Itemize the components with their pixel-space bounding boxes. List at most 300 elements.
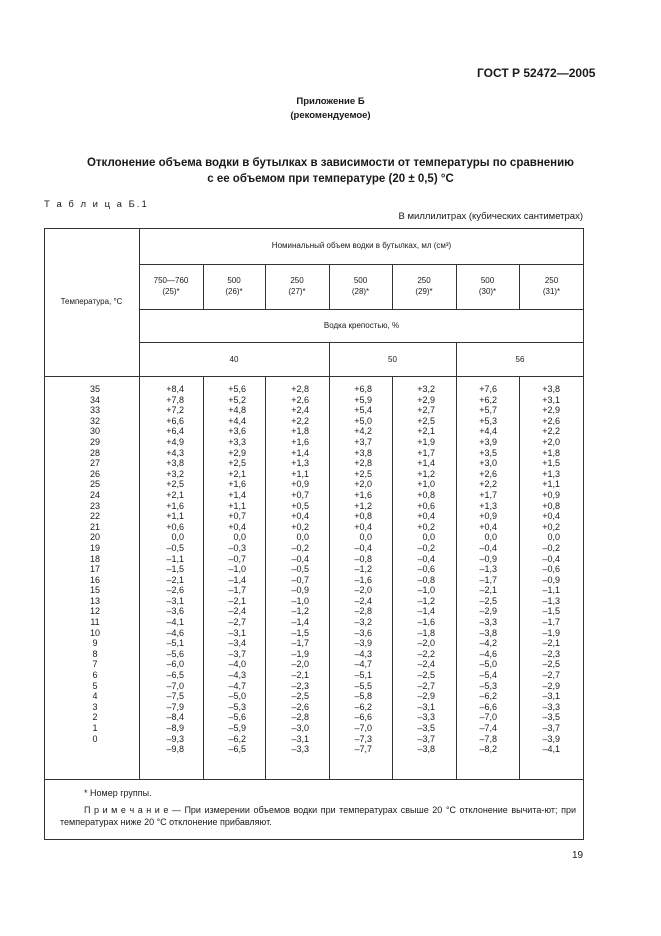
deviation-cell: –9,3 bbox=[166, 733, 184, 744]
deviation-cell: +2,6 bbox=[542, 415, 560, 426]
deviation-cell: +0,4 bbox=[291, 511, 309, 522]
deviation-cell: –2,8 bbox=[354, 606, 372, 617]
deviation-cell: –3,9 bbox=[354, 638, 372, 649]
deviation-cell: –2,5 bbox=[542, 659, 560, 670]
deviation-cell: –2,2 bbox=[417, 648, 435, 659]
deviation-cell: –7,7 bbox=[354, 744, 372, 755]
table-note: П р и м е ч а н и е — При измерении объемов водки при температурах свыше 20 °С отклонение вычита-ют; при температурах ниже 20 °С отклонение прибавляют. bbox=[60, 805, 576, 827]
deviation-cell: –7,0 bbox=[479, 712, 497, 723]
deviation-cell: –2,7 bbox=[542, 670, 560, 681]
deviation-cell: +4,9 bbox=[166, 436, 184, 447]
deviation-cell: –4,7 bbox=[354, 659, 372, 670]
volume-value: 250 bbox=[544, 276, 559, 285]
deviation-cell: –1,2 bbox=[354, 564, 372, 575]
deviation-cell: –2,9 bbox=[479, 606, 497, 617]
deviation-cell: +1,3 bbox=[542, 468, 560, 479]
deviation-cell: –3,3 bbox=[542, 701, 560, 712]
deviation-cell: +4,4 bbox=[479, 426, 497, 437]
deviation-cell: +1,6 bbox=[166, 500, 184, 511]
deviation-cell: –2,5 bbox=[291, 691, 309, 702]
temperature-cell: 33 bbox=[89, 405, 100, 416]
volume-cell-7 bbox=[519, 275, 584, 297]
volume-value: 750—760 bbox=[153, 276, 189, 285]
deviation-cell: –3,1 bbox=[291, 733, 309, 744]
deviation-cell: –3,1 bbox=[166, 595, 184, 606]
temperature-cell: 17 bbox=[89, 564, 100, 575]
deviation-cell: –2,0 bbox=[354, 585, 372, 596]
page-number: 19 bbox=[572, 850, 584, 861]
deviation-cell: –3,8 bbox=[479, 627, 497, 638]
temperature-cell: 24 bbox=[89, 489, 100, 500]
deviation-cell: +3,8 bbox=[166, 458, 184, 469]
deviation-cell: –3,5 bbox=[417, 723, 435, 733]
deviation-cell: –3,5 bbox=[542, 712, 560, 723]
deviation-cell: +5,2 bbox=[228, 394, 246, 405]
deviation-cell: –4,6 bbox=[479, 648, 497, 659]
deviation-cell: 0,0 bbox=[422, 532, 435, 543]
deviation-cell: +2,5 bbox=[228, 458, 246, 469]
deviation-cell: –1,0 bbox=[291, 595, 309, 606]
volume-cell-2 bbox=[203, 275, 265, 297]
deviation-cell: –5,9 bbox=[228, 723, 246, 733]
group-number: (27)* bbox=[288, 287, 306, 296]
strength-50: 50 bbox=[388, 355, 397, 364]
deviation-cell: –0,7 bbox=[291, 574, 309, 585]
deviation-cell: +0,6 bbox=[417, 500, 435, 511]
deviation-cell: –7,4 bbox=[479, 723, 497, 733]
deviation-cell: 0,0 bbox=[233, 532, 246, 543]
deviation-cell: –1,4 bbox=[417, 606, 435, 617]
strength-56: 56 bbox=[515, 355, 525, 364]
deviation-cell: +5,0 bbox=[354, 415, 372, 426]
deviation-cell: +2,9 bbox=[228, 447, 246, 458]
deviation-cell: –4,6 bbox=[166, 627, 184, 638]
deviation-cell: –5,6 bbox=[166, 648, 184, 659]
deviation-cell: +2,5 bbox=[417, 415, 435, 426]
deviation-cell: +0,6 bbox=[166, 521, 184, 532]
deviation-cell: +0,2 bbox=[417, 521, 435, 532]
deviation-cell: +0,7 bbox=[228, 511, 246, 522]
deviation-cell: +1,3 bbox=[479, 500, 497, 511]
deviation-cell: +2,1 bbox=[417, 426, 435, 437]
deviation-cell: +2,1 bbox=[166, 489, 184, 500]
deviation-cell: –6,2 bbox=[354, 701, 372, 712]
standard-number: ГОСТ Р 52472—2005 bbox=[477, 66, 596, 80]
deviation-cell: +0,4 bbox=[542, 511, 560, 522]
deviation-cell: +5,6 bbox=[228, 384, 246, 394]
deviation-cell: –5,0 bbox=[479, 659, 497, 670]
deviation-cell: +1,4 bbox=[228, 489, 246, 500]
deviation-cell: –3,9 bbox=[542, 733, 560, 744]
temperature-cell: 9 bbox=[92, 638, 98, 649]
deviation-cell: –3,8 bbox=[417, 744, 435, 755]
deviation-cell: –1,1 bbox=[166, 553, 184, 564]
deviation-cell: +1,1 bbox=[228, 500, 246, 511]
deviation-cell: +0,2 bbox=[291, 521, 309, 532]
table-divider bbox=[456, 342, 457, 779]
temperature-cell: 3 bbox=[92, 701, 98, 712]
deviation-cell: –0,4 bbox=[354, 542, 372, 553]
table-divider bbox=[392, 376, 393, 779]
table-divider bbox=[44, 779, 584, 780]
deviation-cell: +1,8 bbox=[542, 447, 560, 458]
deviation-cell: +4,4 bbox=[228, 415, 246, 426]
deviation-cell: –0,2 bbox=[291, 542, 309, 553]
deviation-cell: –1,7 bbox=[291, 638, 309, 649]
temperature-cell: 28 bbox=[89, 447, 100, 458]
deviation-cell: +2,8 bbox=[291, 384, 309, 394]
deviation-cell: +3,7 bbox=[354, 436, 372, 447]
strength-40: 40 bbox=[229, 355, 239, 364]
deviation-cell: –0,4 bbox=[291, 553, 309, 564]
deviation-cell: +0,8 bbox=[417, 489, 435, 500]
deviation-cell: –0,7 bbox=[228, 553, 246, 564]
appendix-line2: (рекомендуемое) bbox=[290, 110, 371, 121]
deviation-cell: –3,6 bbox=[166, 606, 184, 617]
deviation-cell: +4,3 bbox=[166, 447, 184, 458]
deviation-cell: –0,8 bbox=[417, 574, 435, 585]
deviation-cell: –1,6 bbox=[417, 617, 435, 628]
deviation-cell: –0,3 bbox=[228, 542, 246, 553]
group-number: (31)* bbox=[542, 287, 561, 296]
deviation-cell: +1,6 bbox=[354, 489, 372, 500]
temperature-cell: 10 bbox=[89, 627, 100, 638]
deviation-cell: –1,5 bbox=[166, 564, 184, 575]
deviation-cell: +3,0 bbox=[479, 458, 497, 469]
deviation-cell: –3,4 bbox=[228, 638, 246, 649]
temperature-cell: 23 bbox=[89, 500, 100, 511]
temperature-cell: 6 bbox=[92, 670, 98, 681]
table-footnote: * Номер группы. bbox=[84, 788, 152, 798]
group-number: (28)* bbox=[351, 287, 370, 296]
table-divider bbox=[139, 342, 584, 343]
deviation-cell: +2,0 bbox=[354, 479, 372, 490]
deviation-cell: –2,5 bbox=[479, 595, 497, 606]
group-number: (26)* bbox=[225, 287, 243, 296]
temperature-cell: 29 bbox=[89, 436, 100, 447]
deviation-cell: –1,0 bbox=[417, 585, 435, 596]
deviation-cell: +1,8 bbox=[291, 426, 309, 437]
deviation-cell: –5,8 bbox=[354, 691, 372, 702]
deviation-cell: –5,3 bbox=[228, 701, 246, 712]
deviation-cell: 0,0 bbox=[484, 532, 497, 543]
temperature-cell: 35 bbox=[89, 384, 100, 394]
deviation-cell: +0,7 bbox=[291, 489, 309, 500]
deviation-cell: +5,9 bbox=[354, 394, 372, 405]
temperature-column bbox=[80, 384, 110, 744]
deviation-cell: +3,8 bbox=[542, 384, 560, 394]
deviation-cell: –3,1 bbox=[542, 691, 560, 702]
deviation-cell: +4,2 bbox=[354, 426, 372, 437]
deviation-cell: +1,7 bbox=[479, 489, 497, 500]
temperature-cell: 12 bbox=[89, 606, 100, 617]
deviation-cell: –1,7 bbox=[228, 585, 246, 596]
deviation-cell: +1,0 bbox=[417, 479, 435, 490]
deviation-cell: –4,1 bbox=[542, 744, 560, 755]
appendix-heading bbox=[0, 95, 661, 123]
temperature-cell: 0 bbox=[92, 733, 98, 744]
temperature-cell: 27 bbox=[89, 458, 100, 469]
deviation-column-29 bbox=[403, 384, 435, 755]
deviation-cell: –0,9 bbox=[291, 585, 309, 596]
group-number: (29)* bbox=[415, 287, 433, 296]
deviation-cell: –2,0 bbox=[291, 659, 309, 670]
deviation-cell: +1,4 bbox=[291, 447, 309, 458]
deviation-cell: –4,1 bbox=[166, 617, 184, 628]
deviation-cell: +4,8 bbox=[228, 405, 246, 416]
deviation-cell: –1,7 bbox=[542, 617, 560, 628]
deviation-cell: –5,6 bbox=[228, 712, 246, 723]
deviation-cell: –0,6 bbox=[417, 564, 435, 575]
deviation-cell: +1,1 bbox=[166, 511, 184, 522]
units-label: В миллилитрах (кубических сантиметрах) bbox=[398, 211, 583, 222]
deviation-cell: –2,7 bbox=[228, 617, 246, 628]
deviation-cell: –1,2 bbox=[417, 595, 435, 606]
title-line2: с ее объемом при температуре (20 ± 0,5) °С bbox=[207, 173, 454, 185]
deviation-cell: +0,4 bbox=[228, 521, 246, 532]
deviation-cell: 0,0 bbox=[296, 532, 309, 543]
volume-header-text: Номинальный объем водки в бутылках, мл (см³) bbox=[271, 241, 452, 250]
deviation-cell: +1,6 bbox=[291, 436, 309, 447]
deviation-cell: –1,9 bbox=[542, 627, 560, 638]
temperature-cell: 4 bbox=[92, 691, 98, 702]
deviation-cell: +1,6 bbox=[228, 479, 246, 490]
temperature-cell: 26 bbox=[89, 468, 100, 479]
deviation-cell: +0,4 bbox=[479, 521, 497, 532]
temperature-header: Температура, °С bbox=[60, 297, 123, 306]
deviation-cell: +7,6 bbox=[479, 384, 497, 394]
deviation-cell: –1,7 bbox=[479, 574, 497, 585]
volume-value: 500 bbox=[353, 276, 368, 285]
temperature-cell: 2 bbox=[92, 712, 98, 723]
deviation-cell: +6,2 bbox=[479, 394, 497, 405]
deviation-cell: –2,3 bbox=[542, 648, 560, 659]
deviation-cell: 0,0 bbox=[547, 532, 560, 543]
deviation-column-25 bbox=[150, 384, 184, 755]
temperature-cell: 11 bbox=[90, 617, 100, 628]
deviation-cell: –5,0 bbox=[228, 691, 246, 702]
deviation-cell: –1,2 bbox=[291, 606, 309, 617]
deviation-cell: –5,3 bbox=[479, 680, 497, 691]
temperature-cell: 13 bbox=[89, 595, 100, 606]
deviation-cell: –2,1 bbox=[291, 670, 309, 681]
deviation-cell: –6,6 bbox=[479, 701, 497, 712]
deviation-cell: –7,0 bbox=[166, 680, 184, 691]
deviation-column-27 bbox=[277, 384, 309, 755]
deviation-cell: –3,2 bbox=[354, 617, 372, 628]
deviation-cell: +2,6 bbox=[479, 468, 497, 479]
deviation-cell: +3,2 bbox=[417, 384, 435, 394]
deviation-cell: –2,3 bbox=[291, 680, 309, 691]
deviation-cell: +1,2 bbox=[354, 500, 372, 511]
deviation-cell: –1,4 bbox=[228, 574, 246, 585]
volume-cell-4 bbox=[329, 275, 392, 297]
deviation-cell: –0,6 bbox=[542, 564, 560, 575]
table-divider bbox=[329, 342, 330, 779]
temperature-cell: 25 bbox=[89, 479, 100, 490]
deviation-cell: 0,0 bbox=[171, 532, 184, 543]
deviation-cell: +3,3 bbox=[228, 436, 246, 447]
table-divider bbox=[519, 376, 520, 779]
deviation-cell: –0,8 bbox=[354, 553, 372, 564]
deviation-cell: +2,5 bbox=[354, 468, 372, 479]
deviation-cell: –0,4 bbox=[542, 553, 560, 564]
strength-header: Водка крепостью, % bbox=[323, 321, 400, 330]
deviation-cell: –5,1 bbox=[166, 638, 184, 649]
volume-cell-5 bbox=[392, 275, 456, 297]
deviation-cell: +0,4 bbox=[354, 521, 372, 532]
temperature-cell: 7 bbox=[92, 659, 98, 670]
temperature-cell: 8 bbox=[92, 648, 98, 659]
deviation-cell: –4,2 bbox=[479, 638, 497, 649]
group-number: (30)* bbox=[478, 287, 497, 296]
temperature-cell: 32 bbox=[89, 415, 100, 426]
deviation-cell: 0,0 bbox=[359, 532, 372, 543]
temperature-cell: 1 bbox=[92, 723, 98, 733]
deviation-cell: +8,4 bbox=[166, 384, 184, 394]
deviation-cell: –4,0 bbox=[228, 659, 246, 670]
deviation-cell: –4,3 bbox=[354, 648, 372, 659]
temperature-cell: 15 bbox=[89, 585, 100, 596]
deviation-cell: –5,4 bbox=[479, 670, 497, 681]
volume-value: 500 bbox=[480, 276, 495, 285]
deviation-cell: +1,7 bbox=[417, 447, 435, 458]
deviation-cell: +3,2 bbox=[166, 468, 184, 479]
deviation-cell: +3,8 bbox=[354, 447, 372, 458]
deviation-cell: +1,1 bbox=[291, 468, 309, 479]
deviation-cell: –2,1 bbox=[228, 595, 246, 606]
deviation-cell: –7,8 bbox=[479, 733, 497, 744]
deviation-cell: +1,9 bbox=[417, 436, 435, 447]
table-divider bbox=[139, 309, 584, 310]
deviation-cell: –0,5 bbox=[291, 564, 309, 575]
deviation-cell: –2,6 bbox=[291, 701, 309, 712]
deviation-cell: +0,9 bbox=[542, 489, 560, 500]
deviation-cell: –3,6 bbox=[354, 627, 372, 638]
table-divider bbox=[203, 376, 204, 779]
deviation-cell: –0,2 bbox=[417, 542, 435, 553]
deviation-cell: –1,1 bbox=[542, 585, 560, 596]
table-divider bbox=[139, 228, 140, 779]
deviation-cell: +1,4 bbox=[417, 458, 435, 469]
volume-cell-1 bbox=[139, 275, 203, 297]
deviation-cell: –0,9 bbox=[479, 553, 497, 564]
deviation-cell: –6,2 bbox=[228, 733, 246, 744]
deviation-cell: –3,3 bbox=[479, 617, 497, 628]
temperature-cell: 20 bbox=[89, 532, 100, 543]
deviation-cell: –3,3 bbox=[291, 744, 309, 755]
deviation-cell: +3,1 bbox=[542, 394, 560, 405]
deviation-cell: –6,5 bbox=[166, 670, 184, 681]
deviation-cell: +0,5 bbox=[291, 500, 309, 511]
deviation-cell: +5,4 bbox=[354, 405, 372, 416]
table-divider bbox=[139, 264, 584, 265]
deviation-cell: –3,3 bbox=[417, 712, 435, 723]
temperature-cell: 34 bbox=[89, 394, 100, 405]
deviation-cell: –4,7 bbox=[228, 680, 246, 691]
deviation-cell: –2,6 bbox=[166, 585, 184, 596]
deviation-cell: +2,6 bbox=[291, 394, 309, 405]
table-divider bbox=[44, 376, 584, 377]
deviation-cell: +3,9 bbox=[479, 436, 497, 447]
deviation-cell: –2,4 bbox=[228, 606, 246, 617]
deviation-cell: –8,4 bbox=[166, 712, 184, 723]
deviation-cell: –0,4 bbox=[479, 542, 497, 553]
volume-cell-6 bbox=[456, 275, 519, 297]
deviation-cell: +1,1 bbox=[542, 479, 560, 490]
deviation-cell: –3,7 bbox=[417, 733, 435, 744]
deviation-cell: +6,8 bbox=[354, 384, 372, 394]
deviation-cell: –3,7 bbox=[542, 723, 560, 733]
volume-header bbox=[139, 240, 584, 251]
deviation-cell: –6,0 bbox=[166, 659, 184, 670]
deviation-cell: +2,9 bbox=[542, 405, 560, 416]
deviation-cell: –3,7 bbox=[228, 648, 246, 659]
deviation-cell: –3,1 bbox=[417, 701, 435, 712]
deviation-cell: –6,2 bbox=[479, 691, 497, 702]
deviation-cell: +2,8 bbox=[354, 458, 372, 469]
document-title bbox=[0, 155, 661, 187]
deviation-cell: –1,0 bbox=[228, 564, 246, 575]
volume-value: 250 bbox=[417, 276, 431, 285]
deviation-cell: –4,3 bbox=[228, 670, 246, 681]
deviation-cell: +6,4 bbox=[166, 426, 184, 437]
deviation-cell: +1,2 bbox=[417, 468, 435, 479]
deviation-cell: –1,5 bbox=[291, 627, 309, 638]
deviation-cell: +2,9 bbox=[417, 394, 435, 405]
deviation-cell: +1,3 bbox=[291, 458, 309, 469]
deviation-cell: +7,8 bbox=[166, 394, 184, 405]
group-number: (25)* bbox=[162, 287, 180, 296]
deviation-cell: +5,7 bbox=[479, 405, 497, 416]
deviation-cell: –2,8 bbox=[291, 712, 309, 723]
volume-cell-3 bbox=[265, 275, 329, 297]
temperature-cell: 30 bbox=[89, 426, 100, 437]
deviation-column-26 bbox=[214, 384, 246, 755]
deviation-cell: –1,8 bbox=[417, 627, 435, 638]
temperature-cell: 19 bbox=[89, 542, 100, 553]
deviation-cell: –0,9 bbox=[542, 574, 560, 585]
deviation-cell: –5,1 bbox=[354, 670, 372, 681]
deviation-cell: –2,1 bbox=[542, 638, 560, 649]
deviation-cell: –9,8 bbox=[166, 744, 184, 755]
deviation-cell: –5,5 bbox=[354, 680, 372, 691]
deviation-cell: –8,2 bbox=[479, 744, 497, 755]
deviation-cell: +7,2 bbox=[166, 405, 184, 416]
deviation-cell: –1,4 bbox=[291, 617, 309, 628]
deviation-cell: –2,1 bbox=[166, 574, 184, 585]
deviation-cell: –2,7 bbox=[417, 680, 435, 691]
deviation-cell: –7,9 bbox=[166, 701, 184, 712]
deviation-cell: –1,5 bbox=[542, 606, 560, 617]
deviation-cell: –2,9 bbox=[417, 691, 435, 702]
deviation-cell: –1,9 bbox=[291, 648, 309, 659]
deviation-cell: –8,9 bbox=[166, 723, 184, 733]
deviation-cell: +2,2 bbox=[542, 426, 560, 437]
deviation-cell: +0,8 bbox=[542, 500, 560, 511]
deviation-cell: +3,5 bbox=[479, 447, 497, 458]
deviation-cell: –7,0 bbox=[354, 723, 372, 733]
deviation-cell: –2,9 bbox=[542, 680, 560, 691]
deviation-cell: –2,0 bbox=[417, 638, 435, 649]
deviation-column-31 bbox=[530, 384, 560, 755]
deviation-cell: +5,3 bbox=[479, 415, 497, 426]
deviation-cell: –6,6 bbox=[354, 712, 372, 723]
temperature-cell: 21 bbox=[89, 521, 100, 532]
deviation-cell: +0,9 bbox=[291, 479, 309, 490]
table-divider bbox=[265, 376, 266, 779]
deviation-cell: +2,4 bbox=[291, 405, 309, 416]
